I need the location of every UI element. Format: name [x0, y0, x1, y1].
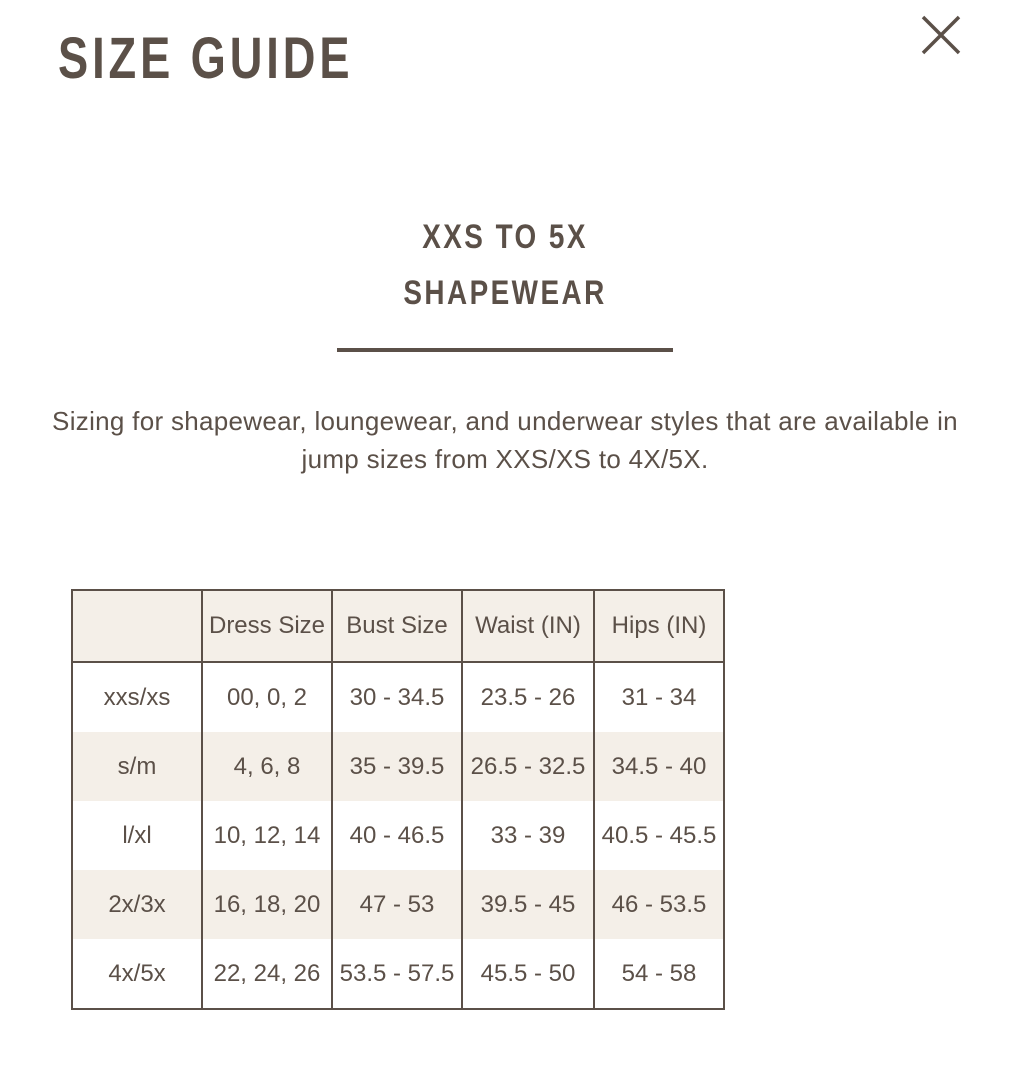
table-cell: 2x/3x	[72, 870, 202, 939]
table-cell: 35 - 39.5	[332, 732, 462, 801]
table-cell: 40 - 46.5	[332, 801, 462, 870]
size-table	[71, 589, 725, 1010]
table-cell: 39.5 - 45	[462, 870, 594, 939]
divider	[337, 348, 673, 352]
table-cell: 34.5 - 40	[594, 732, 724, 801]
section-description: Sizing for shapewear, loungewear, and underwear styles that are available in jump sizes from XXS/XS to 4X/5X.	[52, 406, 958, 474]
close-icon	[918, 12, 964, 58]
table-cell: 40.5 - 45.5	[594, 801, 724, 870]
section-title-text: XXS TO 5X	[422, 218, 588, 256]
table-row	[72, 870, 724, 939]
table-cell: 4, 6, 8	[202, 732, 332, 801]
column-header: Waist (IN)	[462, 590, 594, 662]
table-header-row	[72, 590, 724, 662]
table-cell: 30 - 34.5	[332, 662, 462, 732]
table-cell: 00, 0, 2	[202, 662, 332, 732]
close-button[interactable]	[918, 12, 964, 58]
table-cell: 53.5 - 57.5	[332, 939, 462, 1009]
table-cell: 16, 18, 20	[202, 870, 332, 939]
table-cell: 45.5 - 50	[462, 939, 594, 1009]
table-row	[72, 801, 724, 870]
table-cell: 47 - 53	[332, 870, 462, 939]
table-cell: 31 - 34	[594, 662, 724, 732]
table-cell: 46 - 53.5	[594, 870, 724, 939]
table-cell: xxs/xs	[72, 662, 202, 732]
table-row	[72, 662, 724, 732]
section-title-line1	[0, 220, 1010, 254]
table-cell: 4x/5x	[72, 939, 202, 1009]
column-header: Hips (IN)	[594, 590, 724, 662]
table-cell: l/xl	[72, 801, 202, 870]
section-subtitle-text: SHAPEWEAR	[403, 274, 607, 312]
table-cell: 26.5 - 32.5	[462, 732, 594, 801]
table-cell: s/m	[72, 732, 202, 801]
page-title: SIZE GUIDE	[58, 26, 354, 91]
table-cell: 22, 24, 26	[202, 939, 332, 1009]
column-header: Bust Size	[332, 590, 462, 662]
table-cell: 23.5 - 26	[462, 662, 594, 732]
table-cell: 54 - 58	[594, 939, 724, 1009]
table-row	[72, 939, 724, 1009]
table-cell: 33 - 39	[462, 801, 594, 870]
table-cell: 10, 12, 14	[202, 801, 332, 870]
column-header: Dress Size	[202, 590, 332, 662]
section-title-line2	[0, 276, 1010, 310]
column-header	[72, 590, 202, 662]
table-row	[72, 732, 724, 801]
